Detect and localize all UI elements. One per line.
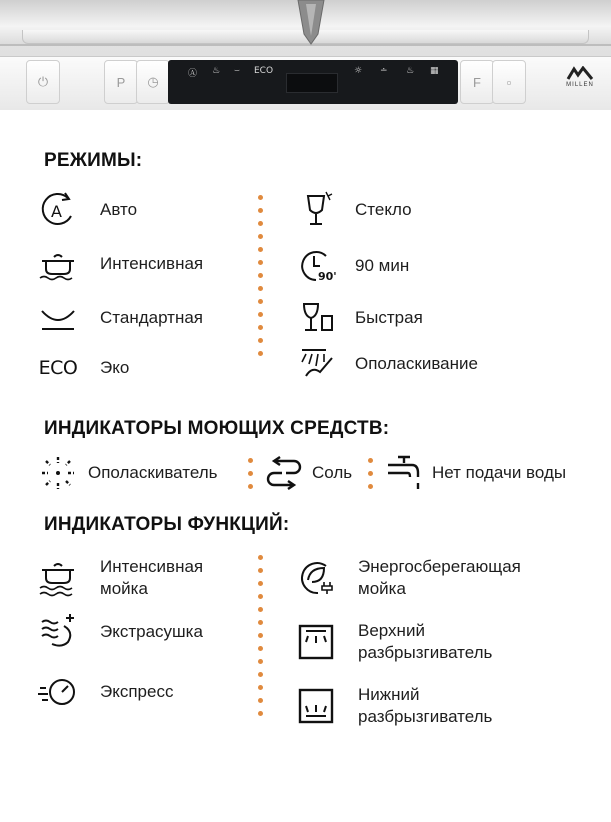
control-panel-photo (0, 0, 611, 110)
energy-leaf-icon (294, 558, 338, 598)
mode-standard: Стандартная (36, 298, 203, 338)
indicator-salt: Соль (262, 453, 352, 493)
extra-dry-icon (36, 612, 80, 652)
water-tap-icon (382, 453, 426, 493)
timer-90-icon (294, 246, 338, 286)
delay-button[interactable]: ◷ (136, 60, 170, 104)
mode-auto: A Авто (36, 190, 137, 230)
auto-mode-icon (36, 190, 80, 230)
mode-quick: Быстрая (294, 298, 423, 338)
upper-spray-icon (294, 622, 338, 662)
power-button[interactable]: ⏻ (26, 60, 60, 104)
brand-mark-icon (566, 66, 594, 80)
functions-heading: ИНДИКАТОРЫ ФУНКЦИЙ: (44, 514, 290, 535)
glass-icon (294, 190, 338, 230)
lower-spray-icon (294, 686, 338, 726)
function-lower-spray: Нижний разбрызгиватель (294, 684, 492, 728)
function-button[interactable]: F (460, 60, 494, 104)
svg-text:90': 90' (318, 270, 337, 283)
mode-eco: ECO Эко (36, 348, 129, 388)
brand-logo: MILLEN (558, 66, 602, 88)
indicator-no-water: Нет подачи воды (382, 453, 566, 493)
detergent-divider-1 (248, 458, 254, 497)
function-express: Экспресс (36, 672, 173, 712)
mode-rinse: Ополаскивание (294, 344, 478, 384)
mode-intensive: Интенсивная (36, 244, 203, 284)
function-intensive-wash: Интенсивная мойка (36, 556, 203, 600)
mode-glass: Стекло (294, 190, 412, 230)
modes-divider (258, 195, 264, 364)
intensive-pot-icon (36, 244, 80, 284)
function-energy-saving: Энергосберегающая мойка (294, 556, 521, 600)
digit-display (286, 73, 338, 93)
indicator-rinse-aid: Ополаскиватель (36, 453, 218, 493)
functions-divider (258, 555, 264, 724)
detergent-divider-2 (368, 458, 374, 497)
express-clock-icon (36, 672, 80, 712)
eco-text-icon: ECO (38, 357, 78, 379)
detergent-heading: ИНДИКАТОРЫ МОЮЩИХ СРЕДСТВ: (44, 418, 390, 439)
option-button[interactable]: ▫ (492, 60, 526, 104)
function-upper-spray: Верхний разбрызгиватель (294, 620, 492, 664)
intensive-wash-icon (36, 558, 80, 598)
door-latch-icon (292, 0, 330, 46)
control-display: Ⓐ ♨ ⌣ ECO ☼ ∸ ♨ ▦ (168, 60, 458, 104)
rinse-shower-icon (294, 344, 338, 384)
mode-90min: 90' 90 мин (294, 246, 409, 286)
rinse-aid-icon (36, 453, 80, 493)
modes-heading: РЕЖИМЫ: (44, 150, 143, 171)
quick-glasses-icon (294, 298, 338, 338)
standard-bowl-icon (36, 298, 80, 338)
svg-text:A: A (51, 202, 62, 221)
program-button[interactable]: P (104, 60, 138, 104)
salt-arrows-icon (262, 453, 306, 493)
function-extra-dry: Экстрасушка (36, 612, 203, 652)
